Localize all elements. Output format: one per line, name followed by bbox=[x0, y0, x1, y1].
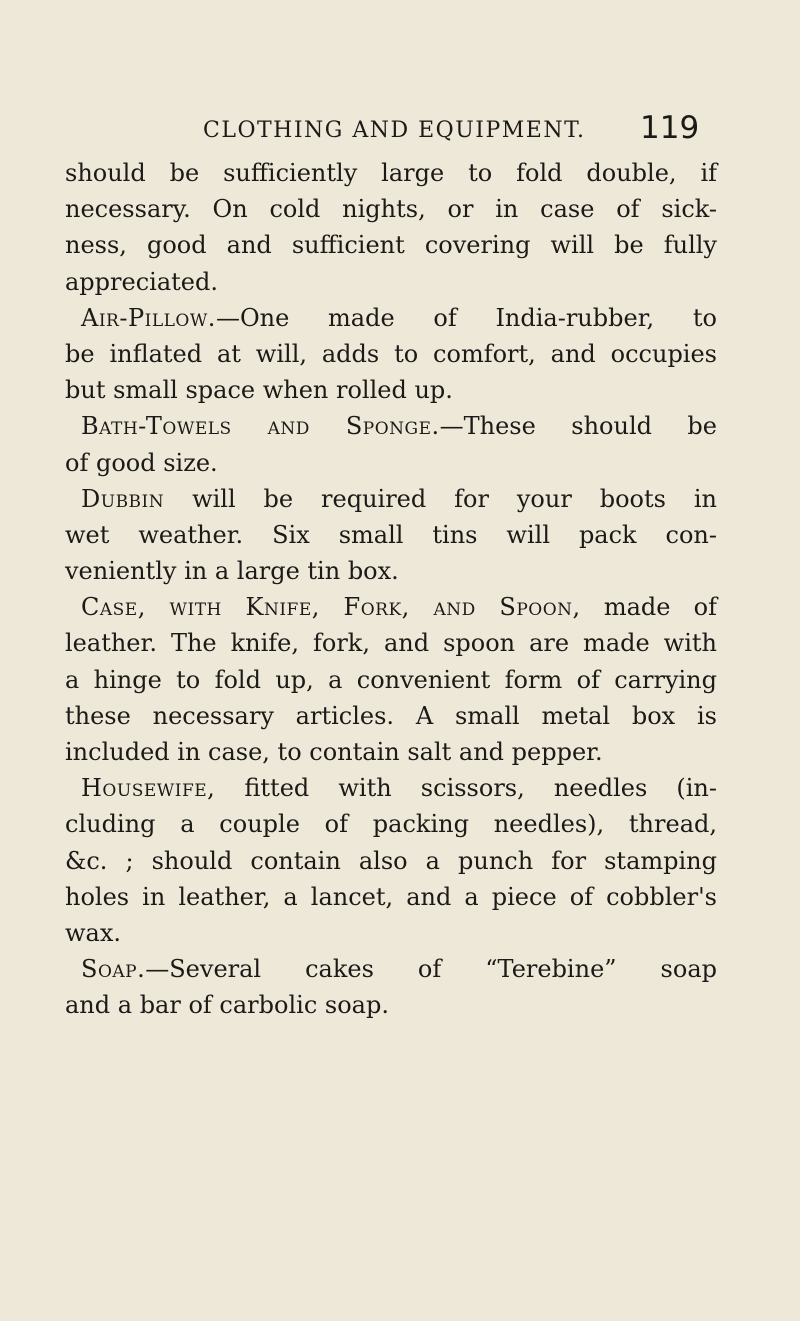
paragraph-bedding-continued bbox=[65, 155, 717, 300]
paragraph-housewife bbox=[65, 770, 717, 951]
text-line: a hinge to fold up, a convenient form of carrying bbox=[65, 665, 717, 694]
entry-first-line bbox=[65, 770, 717, 806]
entry-heading-soap: Soap. bbox=[81, 955, 146, 984]
text-line: included in case, to contain salt and pepper. bbox=[65, 738, 603, 766]
body-text bbox=[65, 155, 717, 1024]
paragraph-bath-towels bbox=[65, 408, 717, 480]
text-line: these necessary articles. A small metal box is bbox=[65, 701, 717, 730]
entry-first-line bbox=[65, 589, 717, 625]
entry-heading-case: Case, with Knife, Fork, and Spoon, bbox=[81, 593, 581, 622]
entry-first-line bbox=[65, 408, 717, 444]
entry-heading-bath-towels: Bath-Towels and Sponge. bbox=[81, 412, 440, 441]
text-line: veniently in a large tin box. bbox=[65, 557, 399, 586]
paragraph-dubbin bbox=[65, 481, 717, 590]
paragraph-soap bbox=[65, 951, 717, 1023]
entry-heading-air-pillow: Air-Pillow. bbox=[81, 303, 216, 332]
paragraph-air-pillow bbox=[65, 300, 717, 409]
text-line: and a bar of carbolic soap. bbox=[65, 991, 389, 1020]
entry-first-line bbox=[65, 481, 717, 517]
text-line: holes in leather, a lancet, and a piece of cobbler's bbox=[65, 882, 717, 911]
running-head-title: CLOTHING AND EQUIPMENT. bbox=[203, 118, 586, 143]
text-line: be inflated at will, adds to comfort, and occupies bbox=[65, 339, 717, 368]
text-line: ness, good and sufficient covering will be fully bbox=[65, 231, 717, 260]
entry-text: will be required for your boots in bbox=[164, 484, 717, 513]
text-line: wax. bbox=[65, 918, 122, 947]
entry-text: fitted with scissors, needles (in- bbox=[215, 774, 717, 803]
text-line: of good size. bbox=[65, 448, 218, 477]
text-line: leather. The knife, fork, and spoon are made with bbox=[65, 629, 717, 658]
entry-heading-housewife: Housewife, bbox=[81, 774, 216, 803]
entry-first-line bbox=[65, 951, 717, 987]
text-line: necessary. On cold nights, or in case of sick- bbox=[65, 195, 717, 224]
entry-first-line bbox=[65, 300, 717, 336]
text-line: but small space when rolled up. bbox=[65, 376, 453, 405]
text-line: &c. ; should contain also a punch for stamping bbox=[65, 846, 717, 875]
entry-text: made of bbox=[580, 593, 717, 622]
text-line: cluding a couple of packing needles), thread, bbox=[65, 810, 717, 839]
paragraph-case bbox=[65, 589, 717, 770]
entry-text: —These should be bbox=[439, 412, 717, 441]
page-number: 119 bbox=[640, 110, 700, 146]
entry-text: —One made of India-rubber, to bbox=[215, 303, 717, 332]
text-line: appreciated. bbox=[65, 267, 218, 296]
text-line: should be sufficiently large to fold double, if bbox=[65, 159, 717, 187]
text-line: wet weather. Six small tins will pack con- bbox=[65, 520, 717, 549]
running-head bbox=[0, 110, 800, 150]
entry-heading-dubbin: Dubbin bbox=[81, 484, 165, 513]
entry-text: —Several cakes of “Terebine” soap bbox=[145, 955, 717, 984]
